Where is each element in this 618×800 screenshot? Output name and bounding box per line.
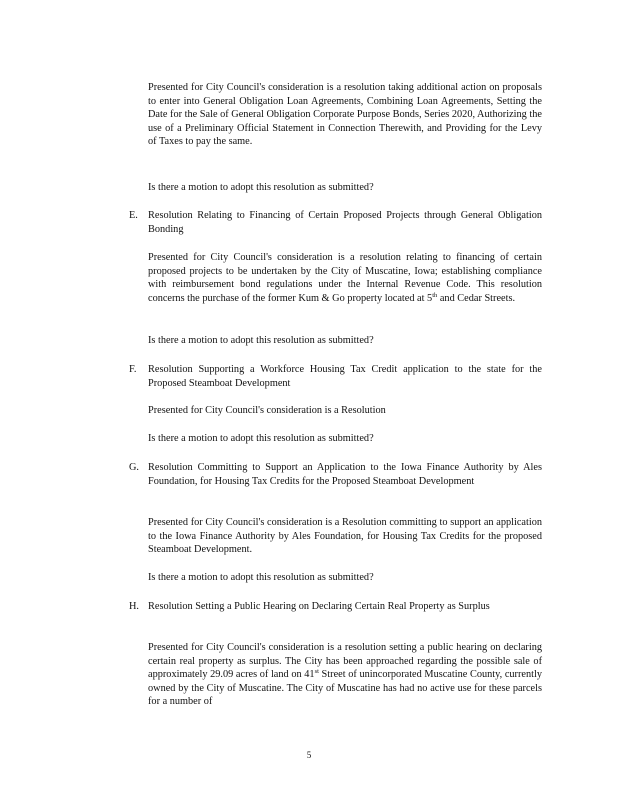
item-e-heading <box>129 209 542 236</box>
item-letter: H. <box>129 601 140 612</box>
item-g-heading <box>129 461 542 488</box>
item-f-presented-text: Presented for City Council's consideration is a Resolution <box>148 405 386 416</box>
item-letter: G. <box>129 462 140 473</box>
intro-motion-question: Is there a motion to adopt this resolution as submitted? <box>148 182 374 193</box>
item-g-motion-question: Is there a motion to adopt this resolution as submitted? <box>148 572 374 583</box>
item-h-presented-text: Presented for City Council's consideration is a resolution setting a public hearing on declaring certain real property as surplus. The City has been approached regarding the possible sale of approximately 29.09 acres of land on 41st Street of unincorporated Muscatine County, currently owned by the City of Muscatine. The City of Muscatine has had no active use for these parcels for a number of <box>148 642 542 708</box>
item-e-presented-text: Presented for City Council's consideration is a resolution relating to financing of certain proposed projects to be undertaken by the City of Muscatine, Iowa; establishing compliance with reimbursement bond regulations under the Internal Revenue Code. This resolution concerns the purchase of the former Kum & Go property located at 5th and Cedar Streets. <box>148 252 542 304</box>
item-h-heading <box>129 600 542 614</box>
item-letter: E. <box>129 210 138 221</box>
item-e-motion-question: Is there a motion to adopt this resolution as submitted? <box>148 335 374 346</box>
item-letter: F. <box>129 364 137 375</box>
item-title: Resolution Setting a Public Hearing on Declaring Certain Real Property as Surplus <box>148 601 490 612</box>
item-title: Resolution Relating to Financing of Certain Proposed Projects through General Obligation Bonding <box>148 210 542 235</box>
item-title: Resolution Supporting a Workforce Housing Tax Credit application to the state for the Proposed Steamboat Development <box>148 364 542 389</box>
item-title: Resolution Committing to Support an Application to the Iowa Finance Authority by Ales Foundation, for Housing Tax Credits for the Proposed Steamboat Development <box>148 462 542 487</box>
intro-presented-text: Presented for City Council's consideration is a resolution taking additional action on proposals to enter into General Obligation Loan Agreements, Combining Loan Agreements, Setting the Date for the Sale of General Obligation Corporate Purpose Bonds, Series 2020, Authorizing the use of a Preliminary Official Statement in Connection Therewith, and Providing for the Levy of Taxes to pay the same. <box>148 82 542 148</box>
page-number: 5 <box>306 750 312 760</box>
item-g-presented-text: Presented for City Council's consideration is a Resolution committing to support an application to the Iowa Finance Authority by Ales Foundation, for Housing Tax Credits for the proposed Steamboat Development. <box>148 517 542 556</box>
item-f-motion-question: Is there a motion to adopt this resolution as submitted? <box>148 433 374 444</box>
item-f-heading <box>129 363 542 390</box>
